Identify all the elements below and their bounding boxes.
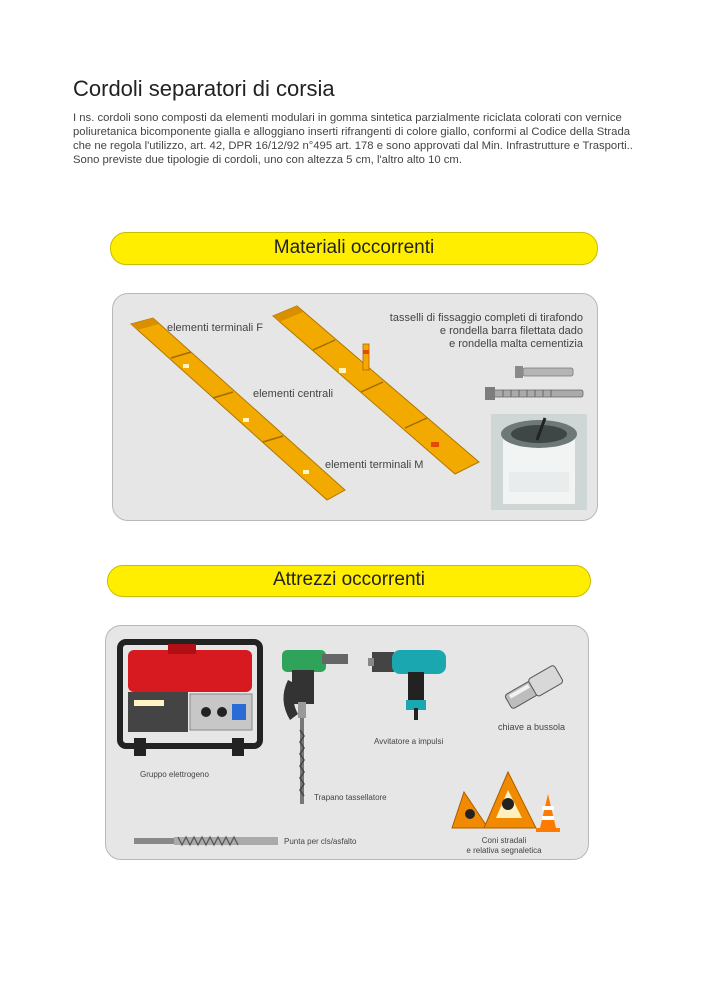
tools-heading: Attrezzi occorrenti	[107, 565, 591, 597]
label-tasselli-line: e rondella malta cementizia	[449, 338, 583, 350]
label-terminali-m: elementi terminali M	[325, 459, 424, 471]
label-tasselli	[361, 312, 583, 351]
intro-paragraph: I ns. cordoli sono composti da elementi modulari in gomma sintetica parzialmente riciclata colorati con vernice poliuretanica bicomponente gialla e alloggiano inserti rifrangenti di colore giallo, conformi al Codice della Strada che ne regola l'utilizzo, art. 42, DPR 16/12/92 n°495 art. 178 e sono approvati dal Min. Infrastrutture e Trasporti..	[73, 112, 633, 152]
label-centrali: elementi centrali	[253, 388, 334, 400]
label-cones-line: e relativa segnaletica	[466, 846, 542, 855]
label-tasselli-line: e rondella barra filettata dado	[439, 325, 583, 337]
materials-panel	[112, 293, 598, 521]
intro-paragraph: Sono previste due tipologie di cordoli, uno con altezza 5 cm, l'altro alto 10 cm.	[73, 154, 462, 166]
tools-panel	[105, 625, 589, 860]
page-title: Cordoli separatori di corsia	[73, 76, 335, 101]
label-tasselli-line: tasselli di fissaggio completi di tirafondo	[389, 312, 583, 324]
drill-bit-icon	[134, 834, 280, 848]
traffic-cones-signs-icon	[444, 768, 564, 836]
label-drill: Trapano tassellatore	[314, 793, 387, 802]
hammer-drill-icon	[278, 640, 358, 810]
label-terminali-f: elementi terminali F	[167, 322, 263, 334]
label-impact: Avvitatore a impulsi	[374, 737, 444, 746]
materials-heading: Materiali occorrenti	[110, 232, 598, 265]
socket-wrench-icon	[498, 662, 568, 712]
anchor-bolt-illustration	[485, 366, 583, 400]
cement-mortar-photo	[491, 414, 587, 510]
generator-icon	[114, 632, 266, 762]
label-generator: Gruppo elettrogeno	[140, 770, 209, 779]
intro-text	[73, 111, 648, 167]
label-bit: Punta per cls/asfalto	[284, 837, 357, 846]
label-cones-line: Coni stradali	[481, 836, 527, 845]
impact-wrench-icon	[368, 644, 458, 724]
label-socket: chiave a bussola	[498, 722, 566, 732]
label-cones	[454, 836, 554, 856]
